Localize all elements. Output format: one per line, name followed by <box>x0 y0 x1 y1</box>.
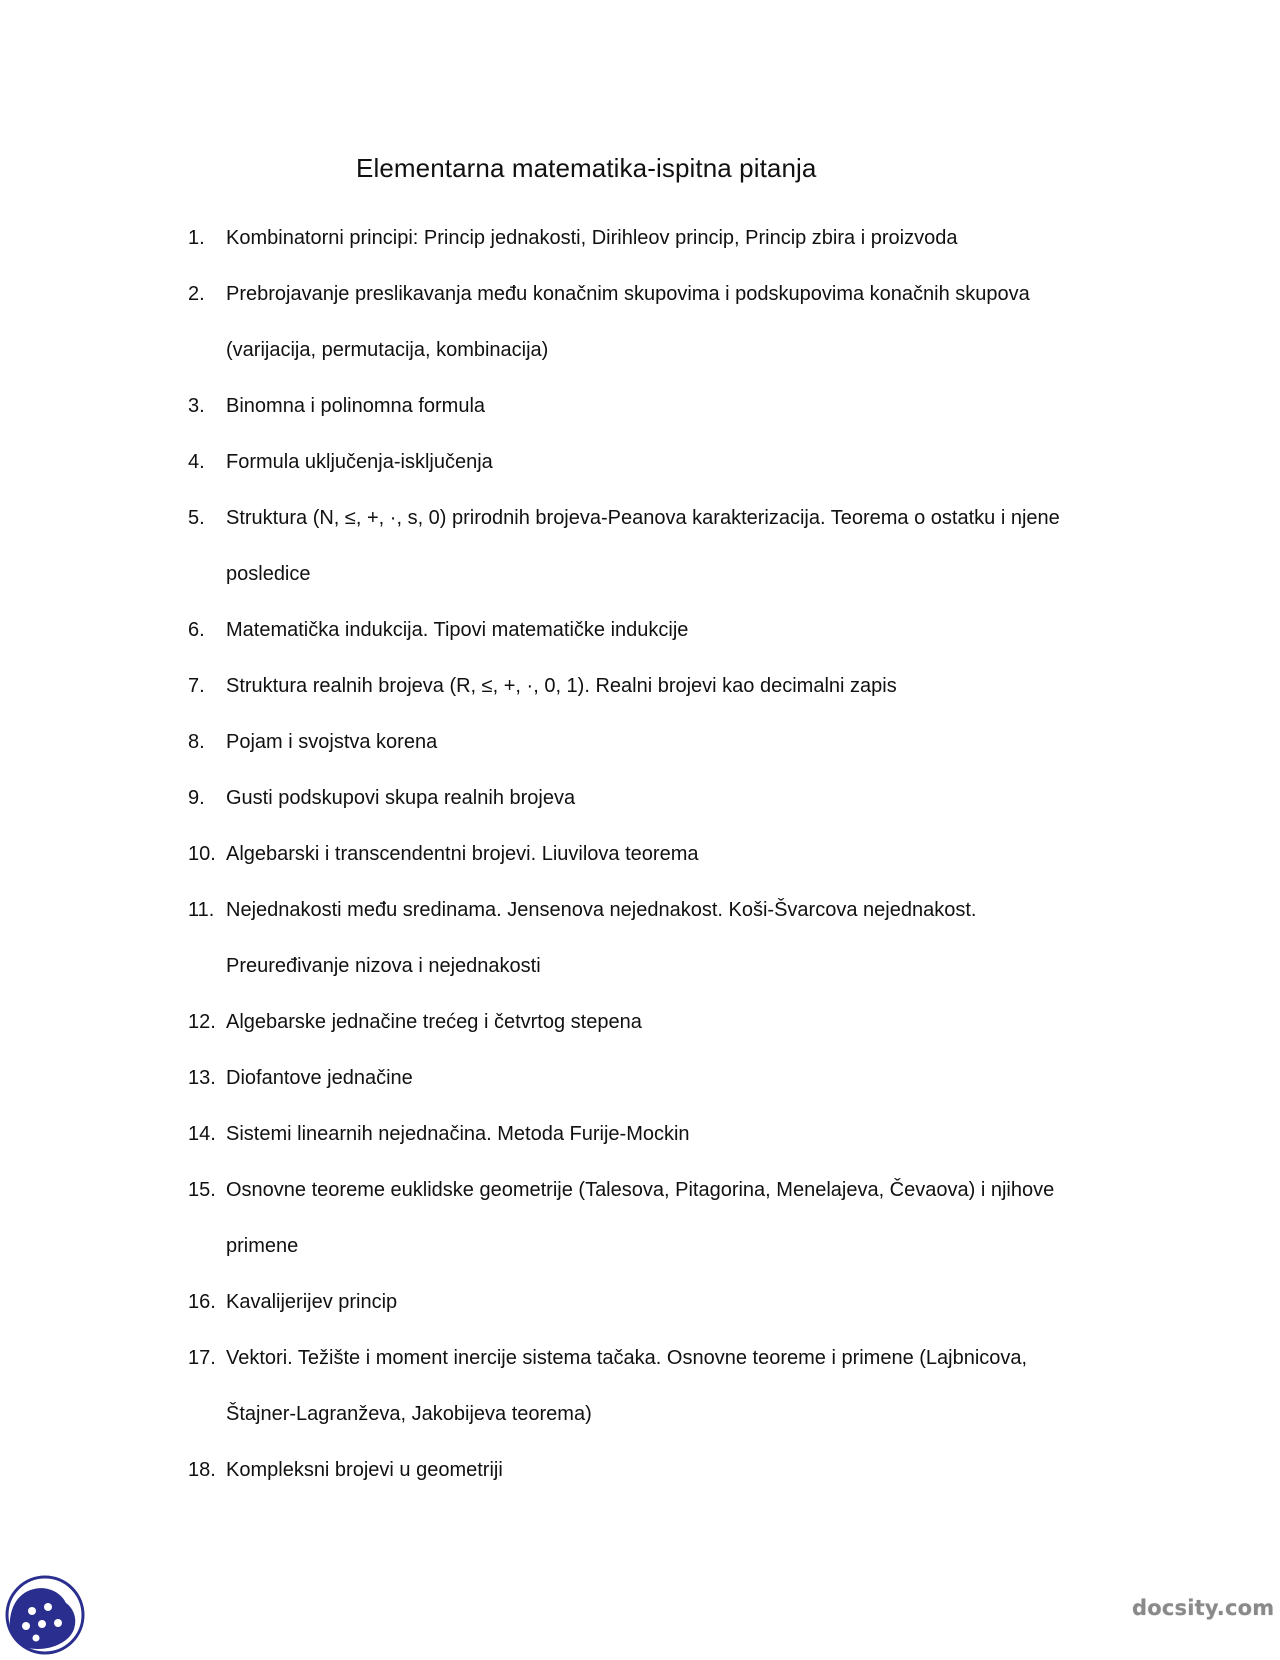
question-item <box>188 1274 1128 1330</box>
question-item <box>188 434 1128 490</box>
question-text <box>226 602 1128 658</box>
question-line: Preuređivanje nizova i nejednakosti <box>226 955 541 977</box>
question-item <box>188 1162 1128 1274</box>
question-line: Kavalijerijev princip <box>226 1291 398 1313</box>
question-line: Osnovne teoreme euklidske geometrije (Talesova, Pitagorina, Menelajeva, Čevaova) i njihove <box>226 1179 1055 1201</box>
question-line: Gusti podskupovi skupa realnih brojeva <box>226 787 576 809</box>
question-text <box>226 378 1128 434</box>
page-title: Elementarna matematika-ispitna pitanja <box>356 153 817 183</box>
question-text <box>226 1330 1128 1442</box>
question-line: Diofantove jednačine <box>226 1067 413 1089</box>
question-text <box>226 1106 1128 1162</box>
question-text <box>226 1162 1128 1274</box>
question-number: 6. <box>188 619 205 641</box>
question-line: Kombinatorni principi: Princip jednakosti, Dirihleov princip, Princip zbira i proizvoda <box>226 227 958 249</box>
question-item <box>188 602 1128 658</box>
question-line: Struktura (N, ≤, +, ·, s, 0) prirodnih brojeva-Peanova karakterizacija. Teorema o ostatku i njene <box>226 507 1060 529</box>
question-item <box>188 1106 1128 1162</box>
question-number: 4. <box>188 451 205 473</box>
question-number: 15. <box>188 1179 216 1201</box>
question-line: Vektori. Težište i moment inercije sistema tačaka. Osnovne teoreme i primene (Lajbnicova, <box>226 1347 1028 1369</box>
question-number: 2. <box>188 283 205 305</box>
question-text <box>226 658 1128 714</box>
question-number: 13. <box>188 1067 216 1089</box>
question-line: Sistemi linearnih nejednačina. Metoda Furije-Mockin <box>226 1123 690 1145</box>
question-line: Nejednakosti među sredinama. Jensenova nejednakost. Koši-Švarcova nejednakost. <box>226 899 977 921</box>
question-line: Algebarski i transcendentni brojevi. Liuvilova teorema <box>226 843 699 865</box>
question-text <box>226 490 1128 602</box>
question-number: 18. <box>188 1459 216 1481</box>
question-line: Kompleksni brojevi u geometriji <box>226 1459 503 1481</box>
question-line: Matematička indukcija. Tipovi matematičke indukcije <box>226 619 689 641</box>
question-line: primene <box>226 1235 299 1257</box>
question-item <box>188 826 1128 882</box>
question-line: (varijacija, permutacija, kombinacija) <box>226 339 549 361</box>
question-number: 5. <box>188 507 205 529</box>
question-line: Binomna i polinomna formula <box>226 395 486 417</box>
question-text <box>226 1274 1128 1330</box>
question-line: posledice <box>226 563 311 585</box>
question-line: Struktura realnih brojeva (R, ≤, +, ·, 0, 1). Realni brojevi kao decimalni zapis <box>226 675 897 697</box>
question-item <box>188 770 1128 826</box>
question-number: 10. <box>188 843 216 865</box>
question-text <box>226 1050 1128 1106</box>
question-item <box>188 882 1128 994</box>
question-text <box>226 994 1128 1050</box>
question-item <box>188 1442 1128 1498</box>
question-item <box>188 266 1128 378</box>
question-number: 17. <box>188 1347 216 1369</box>
question-line: Štajner-Lagranževa, Jakobijeva teorema) <box>226 1403 592 1425</box>
question-line: Algebarske jednačine trećeg i četvrtog stepena <box>226 1011 642 1033</box>
question-text <box>226 770 1128 826</box>
question-item <box>188 378 1128 434</box>
question-item <box>188 210 1128 266</box>
question-item <box>188 490 1128 602</box>
question-text <box>226 266 1128 378</box>
docsity-logo-icon <box>2 1571 90 1655</box>
question-number: 12. <box>188 1011 216 1033</box>
question-number: 11. <box>188 899 215 921</box>
question-item <box>188 1050 1128 1106</box>
question-number: 7. <box>188 675 205 697</box>
question-line: Prebrojavanje preslikavanja među konačnim skupovima i podskupovima konačnih skupova <box>226 283 1030 305</box>
question-number: 3. <box>188 395 205 417</box>
question-number: 16. <box>188 1291 216 1313</box>
question-text <box>226 826 1128 882</box>
question-text <box>226 1442 1128 1498</box>
question-number: 8. <box>188 731 205 753</box>
question-number: 14. <box>188 1123 216 1145</box>
question-item <box>188 1330 1128 1442</box>
question-line: Formula uključenja-isključenja <box>226 451 493 473</box>
question-line: Pojam i svojstva korena <box>226 731 438 753</box>
question-text <box>226 210 1128 266</box>
question-item <box>188 658 1128 714</box>
question-item <box>188 994 1128 1050</box>
question-list <box>188 210 1128 1498</box>
question-number: 1. <box>188 227 205 249</box>
question-text <box>226 714 1128 770</box>
docsity-watermark[interactable]: docsity.com <box>1132 1596 1275 1620</box>
question-text <box>226 882 1128 994</box>
question-text <box>226 434 1128 490</box>
question-item <box>188 714 1128 770</box>
question-number: 9. <box>188 787 205 809</box>
